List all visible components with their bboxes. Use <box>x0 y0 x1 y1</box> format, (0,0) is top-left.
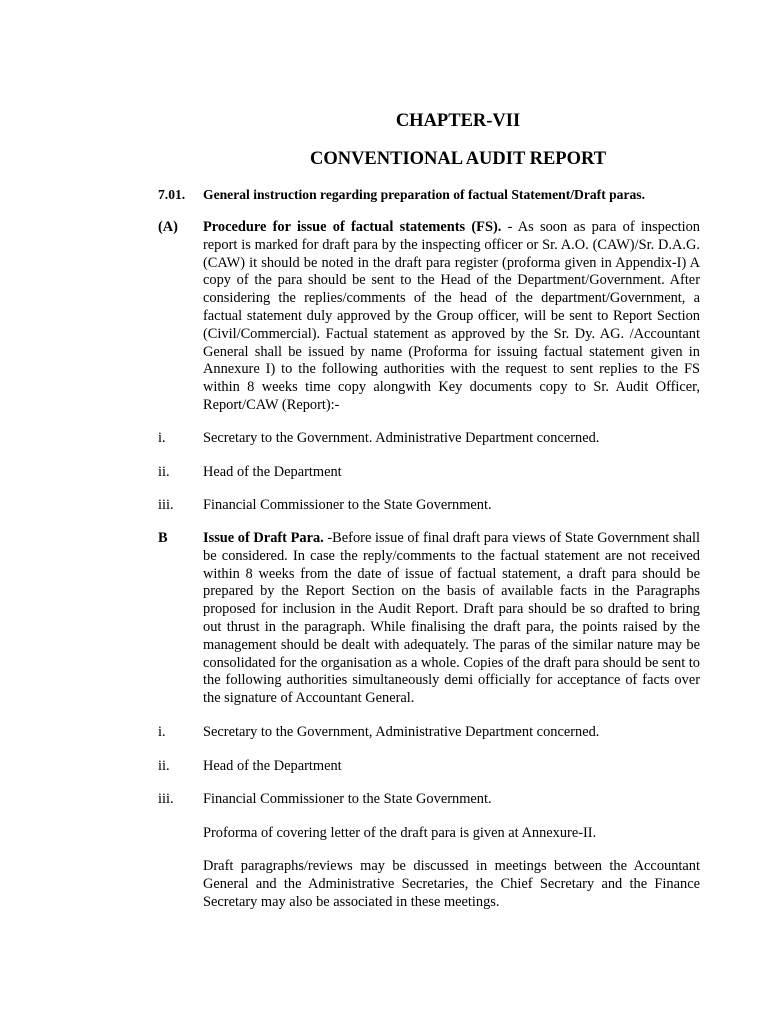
part-a-heading: Procedure for issue of factual statements (FS). <box>203 219 502 235</box>
list-marker: i. <box>158 724 166 740</box>
part-b-marker: B <box>158 530 168 546</box>
list-text: Secretary to the Government, Administrative Department concerned. <box>203 724 600 740</box>
proforma-note: Proforma of covering letter of the draft para is given at Annexure-II. <box>203 825 597 841</box>
chapter-title: CHAPTER-VII <box>395 111 521 131</box>
section-heading: General instruction regarding preparation of factual Statement/Draft paras. <box>203 187 645 202</box>
part-a-marker: (A) <box>158 219 178 235</box>
list-marker: ii. <box>158 464 170 480</box>
list-text: Head of the Department <box>203 758 342 774</box>
part-a-text: - As soon as para of inspection report is marked for draft para by the inspecting officer or Sr. A.O. (CAW)/Sr. D.A.G. (CAW) it should be noted in the draft para register (proforma given in Appendix-I) A copy of the para should be sent to the Head of the Department/Government. After considering the replies/comments of the head of the department/Government, a factual statement duly approved by the Group officer, will be sent to Report Section (Civil/Commercial). Factual statement as approved by the Sr. Dy. AG. /Accountant General shall be issued by name (Proforma for issuing factual statement given in Annexure I) to the following authorities with the request to sent replies to the FS within 8 weeks time copy alongwith Key documents copy to Sr. Audit Officer, Report/CAW (Report):- <box>203 219 700 413</box>
part-a-body <box>203 219 700 415</box>
list-text: Head of the Department <box>203 464 342 480</box>
list-text: Financial Commissioner to the State Government. <box>203 497 492 513</box>
list-marker: iii. <box>158 791 174 807</box>
part-b-heading: Issue of Draft Para. <box>203 530 324 546</box>
list-text: Secretary to the Government. Administrative Department concerned. <box>203 430 600 446</box>
list-marker: i. <box>158 430 166 446</box>
section-number: 7.01. <box>158 187 186 202</box>
list-text: Financial Commissioner to the State Government. <box>203 791 492 807</box>
part-b-text: -Before issue of final draft para views of State Government shall be considered. In case the reply/comments to the factual statement are not received within 8 weeks from the date of issue of factual statement, a draft para should be prepared by the Report Section on the basis of available facts in the Paragraphs proposed for inclusion in the Audit Report. Draft para should be so drafted to bring out thrust in the paragraph. While finalising the draft para, the points raised by the management should be dealt with adequately. The paras of the similar nature may be consolidated for the organisation as a whole. Copies of the draft para should be sent to the following authorities simultaneously demi officially for acceptance of facts over the signature of Accountant General. <box>203 530 700 707</box>
report-title: CONVENTIONAL AUDIT REPORT <box>309 149 607 169</box>
part-b-body <box>203 530 700 708</box>
discussion-note: Draft paragraphs/reviews may be discussed in meetings between the Accountant General and the Administrative Secretaries, the Chief Secretary and the Finance Secretary may also be associated in these meetings. <box>203 858 700 910</box>
list-marker: iii. <box>158 497 174 513</box>
list-marker: ii. <box>158 758 170 774</box>
